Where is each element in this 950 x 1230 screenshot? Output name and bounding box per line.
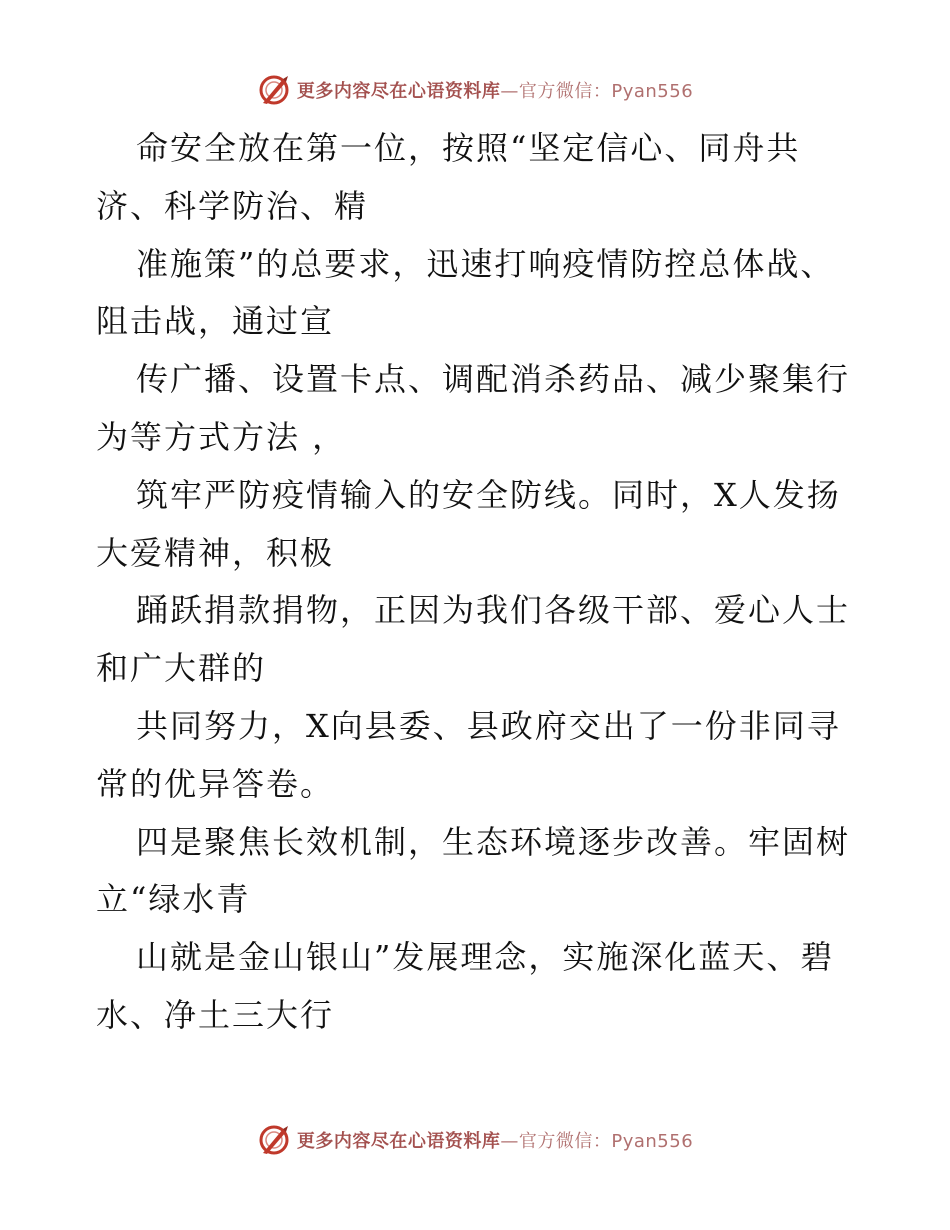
body-line: 水、净土三大行	[96, 995, 335, 1034]
banner-brand: 更多内容尽在心语资料库	[296, 81, 501, 102]
banner-separator: —	[500, 81, 519, 102]
quill-circle-logo-icon	[257, 73, 291, 107]
body-line: 踊跃捐款捐物，正因为我们各级干部、爱心人士	[136, 591, 851, 630]
quill-circle-logo-icon	[257, 1123, 291, 1157]
banner-brand: 更多内容尽在心语资料库	[296, 1131, 501, 1152]
body-line: 命安全放在第一位，按照“坚定信心、同舟共	[136, 129, 801, 167]
body-line: 共同努力，X向县委、县政府交出了一份非同寻	[136, 706, 841, 745]
document-body	[96, 120, 876, 1045]
body-line: 常的优异答卷。	[96, 764, 335, 803]
body-line: 大爱精神，积极	[96, 533, 335, 572]
body-line: 立“绿水青	[96, 880, 251, 919]
body-line: 阻击战，通过宣	[96, 302, 335, 341]
footer-banner	[0, 1120, 950, 1160]
banner-separator: —	[500, 1131, 519, 1152]
body-line: 四是聚焦长效机制，生态环境逐步改善。牢固树	[136, 822, 851, 861]
body-line: 济、科学防治、精	[96, 186, 369, 225]
banner-contact: 官方微信：Pyan556	[518, 1131, 694, 1152]
body-line: 为等方式方法 ，	[96, 417, 347, 456]
body-line: 传广播、设置卡点、调配消杀药品、减少聚集行	[136, 360, 851, 399]
body-line: 和广大群的	[96, 649, 267, 688]
body-line: 山就是金山银山”发展理念，实施深化蓝天、碧	[136, 938, 835, 977]
banner-text	[297, 77, 693, 103]
body-line: 筑牢严防疫情输入的安全防线。同时，X人发扬	[136, 475, 841, 514]
header-banner	[0, 70, 950, 110]
banner-text	[297, 1127, 693, 1153]
banner-contact: 官方微信：Pyan556	[518, 81, 694, 102]
body-line: 准施策”的总要求，迅速打响疫情防控总体战、	[136, 244, 835, 283]
